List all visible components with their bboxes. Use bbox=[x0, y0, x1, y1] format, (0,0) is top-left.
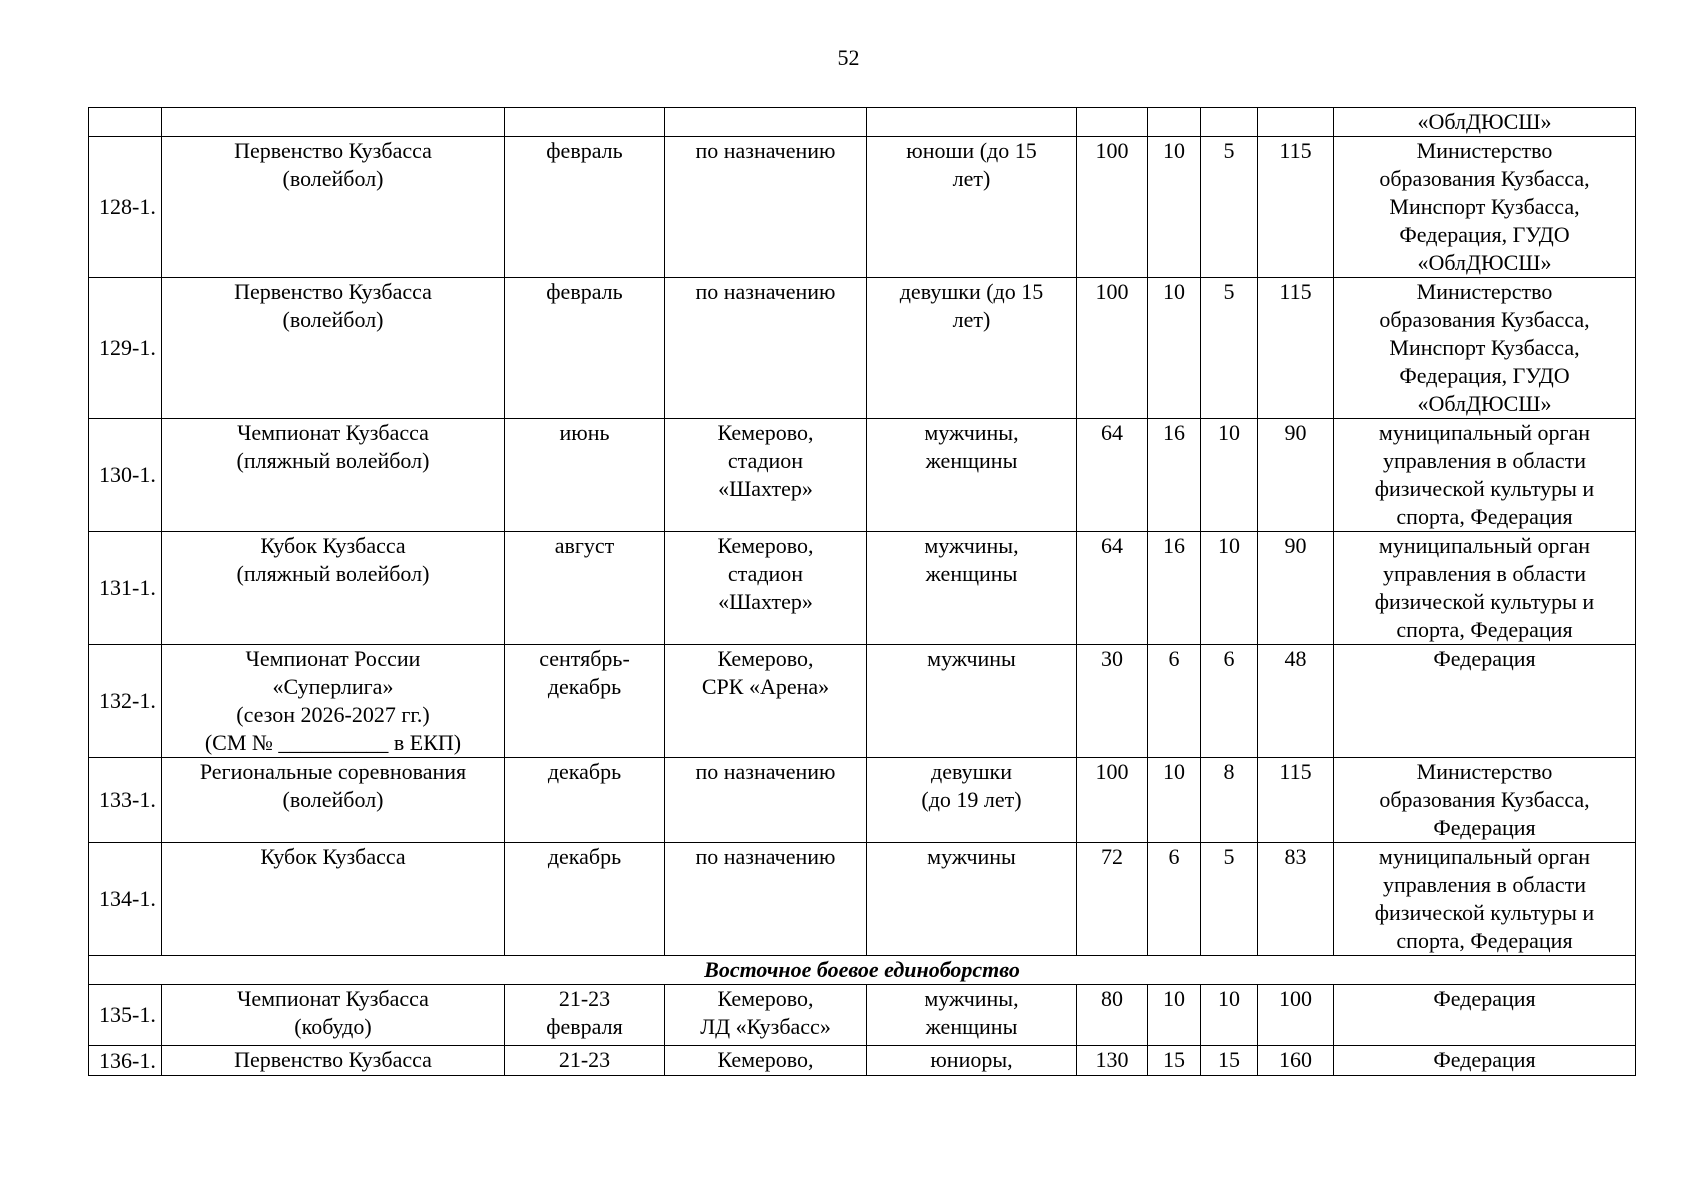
count-cell bbox=[1201, 108, 1258, 137]
event-organizer bbox=[1334, 419, 1636, 532]
event-place bbox=[665, 278, 867, 419]
count-coaches: 10 bbox=[1148, 758, 1201, 843]
count-total: 90 bbox=[1258, 532, 1334, 645]
event-name-line: Первенство Кузбасса bbox=[234, 1047, 432, 1072]
section-row bbox=[89, 956, 1636, 985]
event-place bbox=[665, 419, 867, 532]
event-organizer bbox=[1334, 985, 1636, 1046]
event-date-line: декабрь bbox=[547, 674, 622, 699]
event-name bbox=[162, 1046, 505, 1076]
event-organizer-line: Федерация bbox=[1433, 986, 1536, 1011]
event-place-line: стадион bbox=[727, 561, 804, 586]
event-name bbox=[162, 985, 505, 1046]
event-name-line: (пляжный волейбол) bbox=[236, 448, 430, 473]
event-place-line: СРК «Арена» bbox=[701, 674, 830, 699]
count-coaches: 6 bbox=[1148, 645, 1201, 758]
count-total: 115 bbox=[1258, 278, 1334, 419]
event-name-line: Чемпионат Кузбасса bbox=[237, 986, 429, 1011]
event-place bbox=[665, 1046, 867, 1076]
table-row bbox=[89, 532, 1636, 645]
count-total: 100 bbox=[1258, 985, 1334, 1046]
event-date-line: февраль bbox=[546, 138, 623, 163]
event-participants bbox=[867, 645, 1077, 758]
row-number: 134-1. bbox=[89, 843, 162, 956]
event-place bbox=[665, 843, 867, 956]
event-date bbox=[505, 419, 665, 532]
table-row bbox=[89, 843, 1636, 956]
table-row bbox=[89, 419, 1636, 532]
event-name-line: Региональные соревнования bbox=[199, 759, 467, 784]
table-row bbox=[89, 758, 1636, 843]
row-number: 131-1. bbox=[89, 532, 162, 645]
event-organizer bbox=[1334, 645, 1636, 758]
event-participants bbox=[867, 278, 1077, 419]
count-coaches: 16 bbox=[1148, 419, 1201, 532]
event-name bbox=[162, 843, 505, 956]
event-name-line: Чемпионат России bbox=[245, 646, 421, 671]
event-date-line: февраль bbox=[546, 279, 623, 304]
event-name-line: Первенство Кузбасса bbox=[234, 138, 432, 163]
event-date bbox=[505, 843, 665, 956]
event-date bbox=[505, 278, 665, 419]
event-organizer-line: спорта, Федерация bbox=[1396, 617, 1573, 642]
count-judges: 5 bbox=[1201, 137, 1258, 278]
event-participants-line: женщины bbox=[925, 1014, 1018, 1039]
count-judges: 10 bbox=[1201, 985, 1258, 1046]
event-organizer-line: физической культуры и bbox=[1374, 476, 1595, 501]
event-organizer-line: Министерство bbox=[1416, 279, 1553, 304]
count-cell bbox=[1148, 108, 1201, 137]
count-judges: 15 bbox=[1201, 1046, 1258, 1076]
event-organizer-line: Министерство bbox=[1416, 759, 1553, 784]
event-participants bbox=[867, 137, 1077, 278]
organizer-cell: «ОблДЮСШ» bbox=[1334, 108, 1636, 137]
event-name-line: (кобудо) bbox=[294, 1014, 372, 1039]
count-judges: 8 bbox=[1201, 758, 1258, 843]
events-table bbox=[88, 107, 1636, 1076]
count-cell bbox=[1258, 108, 1334, 137]
event-place-line: Кемерово, bbox=[717, 986, 814, 1011]
event-organizer-line: муниципальный орган bbox=[1378, 420, 1591, 445]
event-organizer-line: управления в области bbox=[1383, 561, 1586, 586]
event-name bbox=[162, 137, 505, 278]
count-judges: 10 bbox=[1201, 419, 1258, 532]
event-date-line: август bbox=[554, 533, 615, 558]
event-organizer-line: спорта, Федерация bbox=[1396, 928, 1573, 953]
table-row bbox=[89, 137, 1636, 278]
event-date bbox=[505, 1046, 665, 1076]
event-date bbox=[505, 532, 665, 645]
row-number: 136-1. bbox=[89, 1046, 162, 1076]
event-organizer-line: муниципальный орган bbox=[1378, 533, 1591, 558]
date-cell bbox=[505, 108, 665, 137]
event-organizer bbox=[1334, 1046, 1636, 1076]
event-participants bbox=[867, 532, 1077, 645]
count-total: 115 bbox=[1258, 758, 1334, 843]
event-organizer bbox=[1334, 532, 1636, 645]
row-number: 135-1. bbox=[89, 985, 162, 1046]
participants-cell bbox=[867, 108, 1077, 137]
event-organizer-line: Федерация, ГУДО bbox=[1399, 363, 1570, 388]
event-name-line: (пляжный волейбол) bbox=[236, 561, 430, 586]
event-place bbox=[665, 532, 867, 645]
event-participants-line: мужчины bbox=[927, 844, 1016, 869]
event-organizer-line: муниципальный орган bbox=[1378, 844, 1591, 869]
event-name-line: (сезон 2026-2027 гг.) bbox=[236, 702, 430, 727]
event-place-line: Кемерово, bbox=[717, 646, 814, 671]
row-number: 128-1. bbox=[89, 137, 162, 278]
event-date bbox=[505, 985, 665, 1046]
count-athletes: 72 bbox=[1077, 843, 1148, 956]
count-coaches: 10 bbox=[1148, 985, 1201, 1046]
row-number: 132-1. bbox=[89, 645, 162, 758]
count-coaches: 16 bbox=[1148, 532, 1201, 645]
event-participants-line: (до 19 лет) bbox=[921, 787, 1022, 812]
count-total: 90 bbox=[1258, 419, 1334, 532]
event-participants bbox=[867, 758, 1077, 843]
count-judges: 10 bbox=[1201, 532, 1258, 645]
event-place-line: стадион bbox=[727, 448, 804, 473]
event-organizer-line: спорта, Федерация bbox=[1396, 504, 1573, 529]
event-organizer bbox=[1334, 758, 1636, 843]
event-date-line: февраля bbox=[546, 1014, 623, 1039]
count-cell bbox=[1077, 108, 1148, 137]
row-number: 133-1. bbox=[89, 758, 162, 843]
event-organizer-line: физической культуры и bbox=[1374, 900, 1595, 925]
event-organizer bbox=[1334, 137, 1636, 278]
event-organizer-line: физической культуры и bbox=[1374, 589, 1595, 614]
count-judges: 6 bbox=[1201, 645, 1258, 758]
event-place-line: Кемерово, bbox=[717, 1047, 814, 1072]
event-organizer-line: образования Кузбасса, bbox=[1379, 166, 1590, 191]
event-place-line: по назначению bbox=[695, 759, 836, 784]
event-name-line: (волейбол) bbox=[282, 166, 384, 191]
event-date-line: декабрь bbox=[547, 759, 622, 784]
event-place-line: Кемерово, bbox=[717, 420, 814, 445]
event-name-line: «Суперлига» bbox=[272, 674, 394, 699]
event-organizer-line: Федерация, ГУДО bbox=[1399, 222, 1570, 247]
count-coaches: 6 bbox=[1148, 843, 1201, 956]
event-organizer bbox=[1334, 843, 1636, 956]
count-coaches: 15 bbox=[1148, 1046, 1201, 1076]
event-name-line: Чемпионат Кузбасса bbox=[237, 420, 429, 445]
event-organizer-line: Минспорт Кузбасса, bbox=[1389, 194, 1580, 219]
event-name bbox=[162, 419, 505, 532]
count-athletes: 100 bbox=[1077, 137, 1148, 278]
event-participants bbox=[867, 419, 1077, 532]
name-cell bbox=[162, 108, 505, 137]
num-cell bbox=[89, 108, 162, 137]
event-place-line: ЛД «Кузбасс» bbox=[700, 1014, 831, 1039]
event-participants-line: женщины bbox=[925, 561, 1018, 586]
event-date-line: сентябрь- bbox=[539, 646, 630, 671]
event-date bbox=[505, 137, 665, 278]
event-date-line: 21-23 bbox=[558, 986, 611, 1011]
place-cell bbox=[665, 108, 867, 137]
event-place bbox=[665, 758, 867, 843]
event-name bbox=[162, 278, 505, 419]
event-place bbox=[665, 985, 867, 1046]
event-organizer-line: управления в области bbox=[1383, 872, 1586, 897]
event-organizer-line: «ОблДЮСШ» bbox=[1417, 391, 1552, 416]
event-name-line: Кубок Кузбасса bbox=[260, 533, 406, 558]
event-name bbox=[162, 532, 505, 645]
count-coaches: 10 bbox=[1148, 278, 1201, 419]
event-participants-line: лет) bbox=[952, 166, 991, 191]
count-judges: 5 bbox=[1201, 278, 1258, 419]
event-participants bbox=[867, 985, 1077, 1046]
section-title: Восточное боевое единоборство bbox=[89, 956, 1636, 985]
event-participants-line: мужчины, bbox=[924, 420, 1019, 445]
page-number: 52 bbox=[837, 45, 860, 70]
event-organizer-line: Федерация bbox=[1433, 1047, 1536, 1072]
event-place-line: Кемерово, bbox=[717, 533, 814, 558]
count-coaches: 10 bbox=[1148, 137, 1201, 278]
event-place-line: «Шахтер» bbox=[718, 589, 813, 614]
event-date-line: декабрь bbox=[547, 844, 622, 869]
event-name-line: (волейбол) bbox=[282, 787, 384, 812]
count-athletes: 80 bbox=[1077, 985, 1148, 1046]
event-participants-line: мужчины bbox=[927, 646, 1016, 671]
event-participants-line: юноши (до 15 bbox=[906, 138, 1037, 163]
event-participants-line: мужчины, bbox=[924, 986, 1019, 1011]
event-participants-line: юниоры, bbox=[930, 1047, 1013, 1072]
count-athletes: 64 bbox=[1077, 419, 1148, 532]
event-place-line: по назначению bbox=[695, 279, 836, 304]
count-total: 160 bbox=[1258, 1046, 1334, 1076]
table-row bbox=[89, 278, 1636, 419]
event-organizer-line: управления в области bbox=[1383, 448, 1586, 473]
count-judges: 5 bbox=[1201, 843, 1258, 956]
event-name bbox=[162, 758, 505, 843]
event-name bbox=[162, 645, 505, 758]
table-row bbox=[89, 1046, 1636, 1076]
event-participants-line: девушки (до 15 bbox=[899, 279, 1044, 304]
event-organizer-line: образования Кузбасса, bbox=[1379, 307, 1590, 332]
event-organizer-line: Минспорт Кузбасса, bbox=[1389, 335, 1580, 360]
count-total: 48 bbox=[1258, 645, 1334, 758]
event-organizer-line: «ОблДЮСШ» bbox=[1417, 250, 1552, 275]
event-organizer-line: Министерство bbox=[1416, 138, 1553, 163]
count-total: 115 bbox=[1258, 137, 1334, 278]
event-place-line: по назначению bbox=[695, 844, 836, 869]
count-total: 83 bbox=[1258, 843, 1334, 956]
count-athletes: 100 bbox=[1077, 758, 1148, 843]
event-participants-line: женщины bbox=[925, 448, 1018, 473]
event-participants bbox=[867, 1046, 1077, 1076]
event-date-line: 21-23 bbox=[558, 1047, 611, 1072]
table-row-continued bbox=[89, 108, 1636, 137]
event-participants bbox=[867, 843, 1077, 956]
event-place-line: «Шахтер» bbox=[718, 476, 813, 501]
event-name-line: Кубок Кузбасса bbox=[260, 844, 406, 869]
event-date bbox=[505, 758, 665, 843]
count-athletes: 100 bbox=[1077, 278, 1148, 419]
table-row bbox=[89, 645, 1636, 758]
row-number: 130-1. bbox=[89, 419, 162, 532]
event-participants-line: девушки bbox=[931, 759, 1012, 784]
event-organizer-line: Федерация bbox=[1433, 815, 1536, 840]
event-organizer-line: образования Кузбасса, bbox=[1379, 787, 1590, 812]
row-number: 129-1. bbox=[89, 278, 162, 419]
count-athletes: 30 bbox=[1077, 645, 1148, 758]
event-participants-line: мужчины, bbox=[924, 533, 1019, 558]
event-name-line: Первенство Кузбасса bbox=[234, 279, 432, 304]
event-place bbox=[665, 137, 867, 278]
event-participants-line: лет) bbox=[952, 307, 991, 332]
event-organizer-line: Федерация bbox=[1433, 646, 1536, 671]
event-date bbox=[505, 645, 665, 758]
event-name-line: (волейбол) bbox=[282, 307, 384, 332]
table-row bbox=[89, 985, 1636, 1046]
count-athletes: 64 bbox=[1077, 532, 1148, 645]
event-name-line: (СМ № __________ в ЕКП) bbox=[204, 730, 462, 755]
count-athletes: 130 bbox=[1077, 1046, 1148, 1076]
event-date-line: июнь bbox=[559, 420, 610, 445]
event-place bbox=[665, 645, 867, 758]
event-place-line: по назначению bbox=[695, 138, 836, 163]
event-organizer bbox=[1334, 278, 1636, 419]
